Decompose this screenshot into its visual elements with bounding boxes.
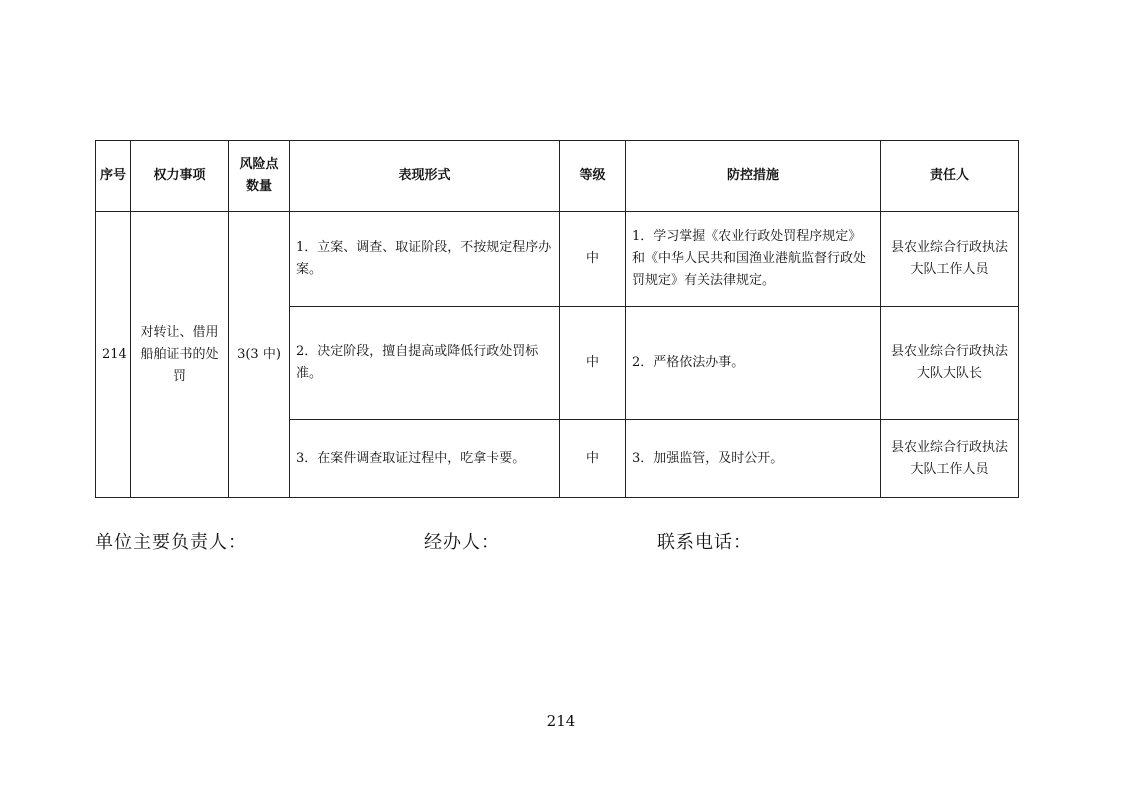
measures-cell: 2．严格依法办事。 [626, 307, 881, 420]
level-cell: 中 [560, 212, 626, 307]
form-cell: 1．立案、调查、取证阶段，不按规定程序办案。 [290, 212, 560, 307]
responsible-cell: 县农业综合行政执法大队工作人员 [881, 420, 1019, 498]
page-number: 214 [546, 712, 576, 730]
header-responsible: 责任人 [881, 141, 1019, 212]
handler-label: 经办人： [424, 532, 500, 553]
header-form: 表现形式 [290, 141, 560, 212]
level-cell: 中 [560, 307, 626, 420]
power-item-cell: 对转让、借用船舶证书的处罚 [131, 212, 229, 498]
header-measures: 防控措施 [626, 141, 881, 212]
risk-table [95, 140, 1019, 498]
table-row [96, 212, 1019, 307]
risk-count-cell: 3(3 中) [229, 212, 290, 498]
form-cell: 3．在案件调查取证过程中，吃拿卡要。 [290, 420, 560, 498]
table-header-row [96, 141, 1019, 212]
measures-cell: 1．学习掌握《农业行政处罚程序规定》和《中华人民共和国渔业港航监督行政处罚规定》有关法律规定。 [626, 212, 881, 307]
seq-cell: 214 [96, 212, 131, 498]
level-cell: 中 [560, 420, 626, 498]
header-seq: 序号 [96, 141, 131, 212]
responsible-cell: 县农业综合行政执法大队大队长 [881, 307, 1019, 420]
header-level: 等级 [560, 141, 626, 212]
header-power-item: 权力事项 [131, 141, 229, 212]
measures-cell: 3．加强监管，及时公开。 [626, 420, 881, 498]
responsible-cell: 县农业综合行政执法大队工作人员 [881, 212, 1019, 307]
header-risk-count: 风险点数量 [229, 141, 290, 212]
phone-label: 联系电话： [657, 532, 752, 553]
unit-head-label: 单位主要负责人： [95, 532, 247, 553]
form-cell: 2．决定阶段，擅自提高或降低行政处罚标准。 [290, 307, 560, 420]
